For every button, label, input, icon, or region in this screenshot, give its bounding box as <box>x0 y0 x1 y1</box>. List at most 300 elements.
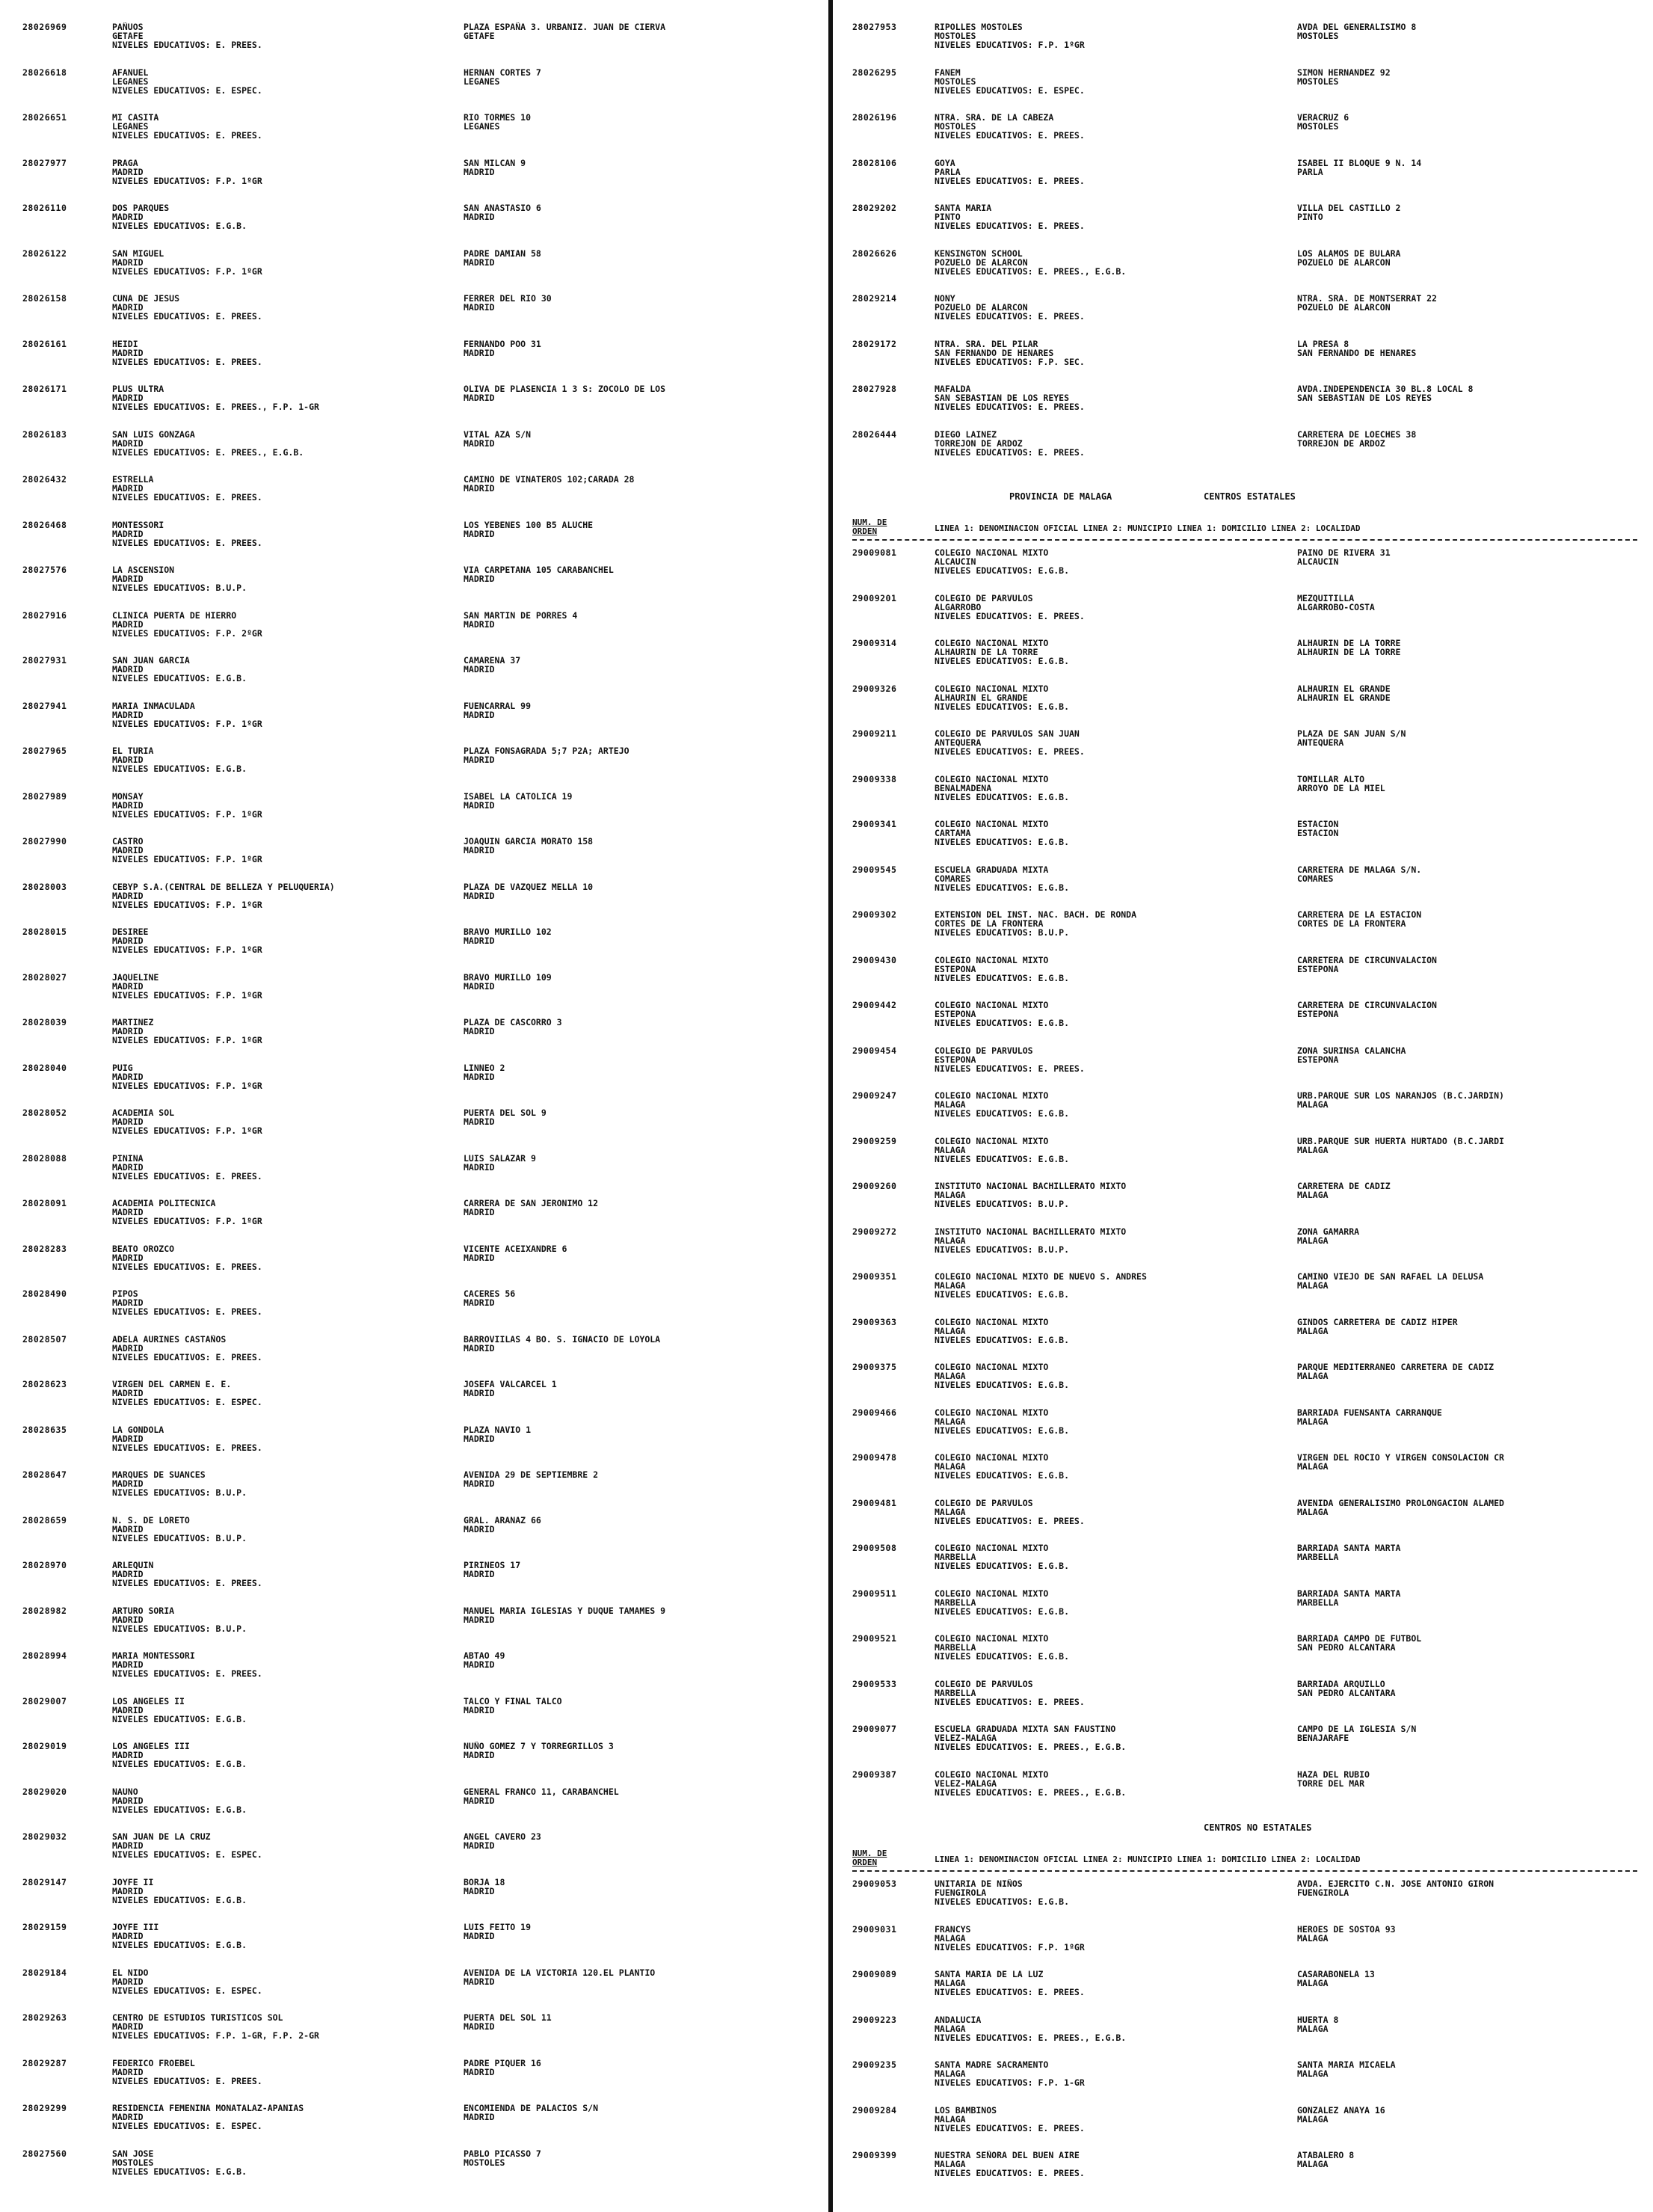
center-address <box>464 2149 778 2167</box>
center-name: COLEGIO NACIONAL MIXTO <box>935 1091 1049 1100</box>
header-rule <box>852 1870 1637 1872</box>
order-number: 28026110 <box>22 203 67 213</box>
center-detail-line: MADRID <box>112 1117 144 1126</box>
header-orden: ORDEN <box>852 1858 878 1867</box>
center-info <box>935 22 1286 49</box>
center-detail-line: NIVELES EDUCATIVOS: B.U.P. <box>112 1623 247 1633</box>
header-columns: LINEA 1: DENOMINACION OFICIAL LINEA 2: MUNICIPIO LINEA 1: DOMICILIO LINEA 2: LOCALIDAD <box>935 523 1361 533</box>
center-detail-line: VELEZ-MALAGA <box>935 1778 997 1788</box>
list-item <box>22 1651 822 1697</box>
header-num: NUM. DE <box>852 517 887 527</box>
order-number: 29009341 <box>852 819 897 829</box>
list-item <box>22 384 822 430</box>
order-number: 28026651 <box>22 112 67 123</box>
address-line-2: MADRID <box>464 1027 495 1036</box>
order-number: 28029263 <box>22 2012 67 2023</box>
order-number: 29009314 <box>852 638 897 648</box>
order-number: 28026969 <box>22 22 67 32</box>
list-item <box>22 792 822 838</box>
center-detail-line: MADRID <box>112 348 144 357</box>
order-number: 29009302 <box>852 909 897 920</box>
center-address <box>1297 1408 1611 1426</box>
center-detail-line: NIVELES EDUCATIVOS: E.G.B. <box>112 221 247 230</box>
list-item <box>22 1289 822 1335</box>
center-detail-line: MADRID <box>112 393 144 402</box>
order-number: 28028623 <box>22 1379 67 1389</box>
center-detail-line: TORREJON DE ARDOZ <box>935 438 1023 448</box>
address-line-2: PARLA <box>1297 167 1323 176</box>
address-line-1: CAMARENA 37 <box>464 656 521 665</box>
center-info <box>112 1063 464 1090</box>
center-address <box>464 1923 778 1941</box>
center-address <box>1297 1091 1611 1109</box>
center-name: LA GONDOLA <box>112 1425 164 1434</box>
address-line-2: MADRID <box>464 393 495 402</box>
center-address <box>464 1697 778 1715</box>
center-name: COLEGIO NACIONAL MIXTO <box>935 548 1049 557</box>
center-detail-line: NIVELES EDUCATIVOS: E.G.B. <box>112 1804 247 1814</box>
list-item <box>22 1470 822 1516</box>
center-name: SAN JUAN GARCIA <box>112 656 190 665</box>
address-line-1: ATABALERO 8 <box>1297 2151 1355 2160</box>
list-item <box>852 340 1637 385</box>
center-address <box>464 565 778 583</box>
address-line-2: TORRE DEL MAR <box>1297 1778 1365 1788</box>
center-address <box>1297 1453 1611 1471</box>
center-name: FRANCYS <box>935 1924 971 1934</box>
order-number: 29009363 <box>852 1316 897 1327</box>
address-line-1: CAMPO DE LA IGLESIA S/N <box>1297 1724 1417 1733</box>
list-item <box>852 430 1637 476</box>
order-number: 28029020 <box>22 1786 67 1797</box>
center-info <box>935 1091 1286 1118</box>
center-detail-line: ESTEPONA <box>935 1054 976 1064</box>
center-info <box>112 1606 464 1633</box>
address-line-1: VIRGEN DEL ROCIO Y VIRGEN CONSOLACION CR <box>1297 1453 1504 1462</box>
center-info <box>935 639 1286 666</box>
list-item <box>852 956 1637 1001</box>
list-item <box>852 1879 1637 1925</box>
center-address <box>464 340 778 357</box>
list-item <box>22 249 822 295</box>
center-detail-line: NIVELES EDUCATIVOS: F.P. 1ºGR <box>112 990 262 1000</box>
center-detail-line: MADRID <box>112 1343 144 1353</box>
address-line-2: MADRID <box>464 1795 495 1805</box>
center-detail-line: MADRID <box>112 1660 144 1669</box>
address-line-1: VIA CARPETANA 105 CARABANCHEL <box>464 565 614 574</box>
center-info <box>935 203 1286 230</box>
address-line-1: URB.PARQUE SUR LOS NARANJOS (B.C.JARDIN) <box>1297 1091 1504 1100</box>
center-address <box>464 203 778 221</box>
address-line-2: MADRID <box>464 2113 495 2122</box>
center-detail-line: NIVELES EDUCATIVOS: F.P. 1ºGR <box>112 1217 262 1226</box>
list-item <box>852 203 1637 249</box>
center-name: RIPOLLES MOSTOLES <box>935 22 1023 31</box>
order-number: 29009466 <box>852 1407 897 1418</box>
center-address <box>1297 1272 1611 1290</box>
center-detail-line: NIVELES EDUCATIVOS: E.G.B. <box>935 1380 1070 1389</box>
address-line-2: MADRID <box>464 936 495 945</box>
address-line-1: GINDOS CARRETERA DE CADIZ HIPER <box>1297 1317 1458 1327</box>
address-line-1: PAINO DE RIVERA 31 <box>1297 548 1391 557</box>
center-name: ACADEMIA POLITECNICA <box>112 1199 216 1208</box>
center-address <box>1297 1925 1611 1943</box>
center-detail-line: NIVELES EDUCATIVOS: E. PREES. <box>112 1262 262 1271</box>
column-header <box>852 518 1637 548</box>
order-number: 28029019 <box>22 1741 67 1751</box>
center-info <box>112 249 464 276</box>
center-name: EL TURIA <box>112 746 154 755</box>
order-number: 29009326 <box>852 683 897 694</box>
center-address <box>1297 1137 1611 1155</box>
center-name: BEATO OROZCO <box>112 1244 175 1253</box>
order-number: 28026158 <box>22 293 67 304</box>
center-info <box>112 2149 464 2176</box>
center-detail-line: NIVELES EDUCATIVOS: B.U.P. <box>935 928 1070 937</box>
center-address <box>464 384 778 402</box>
center-detail-line: MADRID <box>112 257 144 267</box>
address-line-2: MADRID <box>464 1976 495 1986</box>
center-address <box>464 1199 778 1217</box>
address-line-1: CAMINO VIEJO DE SAN RAFAEL LA DELUSA <box>1297 1272 1484 1281</box>
center-info <box>112 1561 464 1588</box>
order-number: 28026122 <box>22 248 67 259</box>
list-item <box>852 684 1637 730</box>
order-number: 29009053 <box>852 1878 897 1889</box>
center-detail-line: NIVELES EDUCATIVOS: E. ESPEC. <box>112 1398 262 1407</box>
center-name: DOS PARQUES <box>112 203 170 212</box>
address-line-1: OLIVA DE PLASENCIA 1 3 S: ZOCOLO DE LOS <box>464 384 666 393</box>
center-detail-line: MALAGA <box>935 2069 966 2078</box>
address-line-2: FUENGIROLA <box>1297 1888 1349 1897</box>
list-item <box>852 1272 1637 1318</box>
center-address <box>1297 1046 1611 1064</box>
column-header-2 <box>852 1849 1637 1879</box>
center-address <box>464 1018 778 1036</box>
list-item <box>22 22 822 68</box>
address-line-2: MADRID <box>464 2067 495 2077</box>
center-address <box>1297 1879 1611 1897</box>
address-line-1: SIMON HERNANDEZ 92 <box>1297 67 1391 77</box>
address-line-2: MADRID <box>464 1208 495 1217</box>
address-line-2: ALCAUCIN <box>1297 557 1339 566</box>
center-name: ESCUELA GRADUADA MIXTA SAN FAUSTINO <box>935 1724 1116 1733</box>
center-detail-line: MOSTOLES <box>935 31 976 40</box>
center-info <box>112 159 464 185</box>
center-address <box>464 1832 778 1850</box>
center-address <box>464 2059 778 2077</box>
address-line-1: PABLO PICASSO 7 <box>464 2148 541 2158</box>
center-detail-line: NIVELES EDUCATIVOS: E. PREES. <box>112 312 262 321</box>
center-name: VIRGEN DEL CARMEN E. E. <box>112 1380 232 1389</box>
list-item <box>852 1001 1637 1046</box>
center-name: COLEGIO NACIONAL MIXTO <box>935 1634 1049 1643</box>
center-detail-line: ALHAURIN DE LA TORRE <box>935 648 1038 657</box>
list-item <box>852 1770 1637 1816</box>
address-line-2: ESTEPONA <box>1297 1054 1339 1064</box>
center-detail-line: NIVELES EDUCATIVOS: E. PREES. <box>935 1063 1085 1073</box>
center-address <box>464 294 778 312</box>
center-name: RESIDENCIA FEMENINA MONATALAZ-APANIAS <box>112 2104 304 2113</box>
center-address <box>464 1470 778 1488</box>
center-detail-line: NIVELES EDUCATIVOS: E. PREES. <box>935 747 1085 756</box>
list-item <box>852 294 1637 340</box>
center-address <box>1297 865 1611 883</box>
center-address <box>464 1651 778 1669</box>
center-address <box>464 1289 778 1307</box>
center-address <box>1297 548 1611 566</box>
address-line-1: BARRIADA CAMPO DE FUTBOL <box>1297 1634 1422 1643</box>
center-address <box>1297 1770 1611 1788</box>
center-info <box>112 1651 464 1678</box>
center-info <box>112 1244 464 1271</box>
center-info <box>935 1724 1286 1751</box>
address-line-1: MANUEL MARIA IGLESIAS Y DUQUE TAMAMES 9 <box>464 1606 666 1615</box>
center-detail-line: SAN FERNANDO DE HENARES <box>935 348 1054 357</box>
address-line-2: MADRID <box>464 800 495 810</box>
center-detail-line: NIVELES EDUCATIVOS: E.G.B. <box>935 1425 1070 1435</box>
center-info <box>935 1453 1286 1480</box>
address-line-2: MADRID <box>464 303 495 312</box>
center-address <box>1297 1001 1611 1019</box>
list-item <box>852 22 1637 68</box>
center-address <box>464 1244 778 1262</box>
list-item <box>22 656 822 701</box>
center-detail-line: MADRID <box>112 529 144 538</box>
center-info <box>112 1335 464 1362</box>
section-title-no-estatales <box>852 1822 1637 1849</box>
list-item <box>22 1742 822 1787</box>
address-line-2: BENAJARAFE <box>1297 1733 1349 1742</box>
center-info <box>112 1742 464 1769</box>
address-line-2: MADRID <box>464 167 495 176</box>
center-detail-line: MADRID <box>112 1298 144 1307</box>
center-address <box>1297 1227 1611 1245</box>
address-line-2: MALAGA <box>1297 1371 1329 1380</box>
center-detail-line: NIVELES EDUCATIVOS: E.G.B. <box>112 674 247 683</box>
order-number: 28029147 <box>22 1876 67 1887</box>
center-name: ADELA AURINES CASTAÑOS <box>112 1334 227 1344</box>
center-address <box>464 113 778 131</box>
center-detail-line: MARBELLA <box>935 1552 976 1561</box>
center-detail-line: NIVELES EDUCATIVOS: E. PREES. <box>935 221 1085 230</box>
center-name: NONY <box>935 294 955 303</box>
order-number: 28028659 <box>22 1514 67 1526</box>
center-info <box>935 1182 1286 1208</box>
center-detail-line: ALCAUCIN <box>935 557 976 566</box>
center-detail-line: MADRID <box>112 1208 144 1217</box>
order-number: 29009508 <box>852 1543 897 1553</box>
center-info <box>112 1380 464 1407</box>
address-line-1: LINNEO 2 <box>464 1063 505 1072</box>
center-address <box>1297 203 1611 221</box>
center-detail-line: NIVELES EDUCATIVOS: E.G.B. <box>935 1109 1070 1118</box>
center-name: MARQUES DE SUANCES <box>112 1470 206 1479</box>
center-info <box>935 1770 1286 1797</box>
center-detail-line: MADRID <box>112 1434 144 1443</box>
center-detail-line: NIVELES EDUCATIVOS: E. PREES. <box>112 2076 262 2086</box>
order-number: 29009478 <box>852 1452 897 1463</box>
address-line-2: MADRID <box>464 1479 495 1488</box>
list-item <box>22 1923 822 1968</box>
center-detail-line: PARLA <box>935 167 961 176</box>
center-address <box>1297 159 1611 176</box>
center-detail-line: MADRID <box>112 1886 144 1896</box>
center-info <box>935 910 1286 937</box>
center-address <box>464 249 778 267</box>
address-line-1: LUIS FEITO 19 <box>464 1923 532 1932</box>
list-item <box>852 820 1637 865</box>
list-item <box>22 1154 822 1199</box>
center-detail-line: NIVELES EDUCATIVOS: E. PREES. <box>112 131 262 140</box>
center-info <box>112 792 464 819</box>
address-line-2: MALAGA <box>1297 1507 1329 1517</box>
center-detail-line: NIVELES EDUCATIVOS: E. PREES. <box>935 1516 1085 1526</box>
center-address <box>464 611 778 629</box>
list-item <box>22 340 822 385</box>
address-line-2: ESTEPONA <box>1297 964 1339 974</box>
order-number: 28028647 <box>22 1469 67 1480</box>
center-detail-line: ANTEQUERA <box>935 738 982 747</box>
address-line-1: VITAL AZA S/N <box>464 429 532 439</box>
center-detail-line: MADRID <box>112 1795 144 1805</box>
center-name: HEIDI <box>112 339 138 348</box>
center-detail-line: NIVELES EDUCATIVOS: E. PREES. <box>112 40 262 49</box>
center-detail-line: NIVELES EDUCATIVOS: E. ESPEC. <box>112 1985 262 1995</box>
list-item <box>22 1380 822 1425</box>
center-info <box>112 701 464 728</box>
address-line-2: LEGANES <box>464 122 500 131</box>
order-number: 28026295 <box>852 67 897 78</box>
address-line-2: ESTEPONA <box>1297 1010 1339 1019</box>
center-address <box>1297 820 1611 838</box>
center-detail-line: LEGANES <box>112 122 149 131</box>
center-detail-line: MALAGA <box>935 1326 966 1336</box>
center-info <box>935 865 1286 892</box>
column-divider <box>828 0 833 2212</box>
address-line-2: MOSTOLES <box>1297 76 1339 86</box>
center-info <box>935 1362 1286 1389</box>
center-info <box>935 1408 1286 1435</box>
center-detail-line: MADRID <box>112 2113 144 2122</box>
center-detail-line: MALAGA <box>935 1933 966 1943</box>
center-address <box>464 1606 778 1624</box>
order-number: 29009223 <box>852 2014 897 2025</box>
address-line-1: PUERTA DEL SOL 9 <box>464 1108 547 1117</box>
address-line-2: MALAGA <box>1297 1281 1329 1290</box>
list-item <box>22 430 822 476</box>
center-name: MONTESSORI <box>112 520 164 529</box>
center-name: PLUS ULTRA <box>112 384 164 393</box>
address-line-1: SANTA MARIA MICAELA <box>1297 2060 1396 2069</box>
list-item <box>852 594 1637 639</box>
list-item <box>22 1968 822 2014</box>
center-info <box>112 837 464 864</box>
center-name: AFANUEL <box>112 67 149 77</box>
list-item <box>852 1182 1637 1227</box>
list-item <box>852 384 1637 430</box>
address-line-2: SAN SEBASTIAN DE LOS REYES <box>1297 393 1432 402</box>
right-column <box>852 22 1637 2196</box>
center-info <box>935 775 1286 802</box>
center-name: LOS BAMBINOS <box>935 2105 997 2115</box>
center-name: COLEGIO NACIONAL MIXTO <box>935 683 1049 693</box>
address-line-1: ALHAURIN EL GRANDE <box>1297 683 1391 693</box>
address-line-1: SAN MARTIN DE PORRES 4 <box>464 610 578 620</box>
order-number: 29009521 <box>852 1633 897 1644</box>
center-name: COLEGIO NACIONAL MIXTO <box>935 1136 1049 1146</box>
center-name: NAUNO <box>112 1787 138 1796</box>
center-address <box>464 1425 778 1443</box>
address-line-1: LUIS SALAZAR 9 <box>464 1153 536 1163</box>
order-number: 28027931 <box>22 655 67 666</box>
center-info <box>935 113 1286 140</box>
address-line-2: GETAFE <box>464 31 495 40</box>
address-line-1: BRAVO MURILLO 109 <box>464 972 552 982</box>
center-name: EXTENSION DEL INST. NAC. BACH. DE RONDA <box>935 910 1137 919</box>
order-number: 28027941 <box>22 700 67 711</box>
center-name: PRAGA <box>112 158 138 168</box>
order-number: 28028003 <box>22 881 67 892</box>
center-detail-line: MADRID <box>112 1479 144 1488</box>
list-item <box>852 2106 1637 2151</box>
list-item <box>22 1335 822 1380</box>
center-detail-line: MADRID <box>112 484 144 493</box>
address-line-1: RIO TORMES 10 <box>464 113 532 122</box>
center-address <box>1297 1724 1611 1742</box>
list-item <box>22 2013 822 2059</box>
center-detail-line: NIVELES EDUCATIVOS: E.G.B. <box>112 1760 247 1769</box>
center-detail-line: NIVELES EDUCATIVOS: E.G.B. <box>935 657 1070 666</box>
center-detail-line: CARTAMA <box>935 829 971 838</box>
center-detail-line: MADRID <box>112 212 144 221</box>
center-name: COLEGIO NACIONAL MIXTO <box>935 774 1049 784</box>
address-line-2: MADRID <box>464 1253 495 1262</box>
center-detail-line: MADRID <box>112 981 144 991</box>
center-name: COLEGIO NACIONAL MIXTO <box>935 820 1049 829</box>
center-detail-line: NIVELES EDUCATIVOS: E. PREES. <box>935 611 1085 621</box>
address-line-2: MADRID <box>464 1298 495 1307</box>
order-number: 28028040 <box>22 1062 67 1073</box>
center-detail-line: MALAGA <box>935 2114 966 2124</box>
address-line-1: JOSEFA VALCARCEL 1 <box>464 1380 557 1389</box>
center-name: SAN JOSE <box>112 2148 154 2158</box>
address-line-1: AVDA.INDEPENDENCIA 30 BL.8 LOCAL 8 <box>1297 384 1474 393</box>
center-info <box>935 2060 1286 2087</box>
center-detail-line: MADRID <box>112 755 144 764</box>
order-number: 28029287 <box>22 2057 67 2068</box>
center-detail-line: NIVELES EDUCATIVOS: E.G.B. <box>935 838 1070 847</box>
order-number: 28029202 <box>852 203 897 213</box>
center-info <box>935 1589 1286 1616</box>
address-line-2: MADRID <box>464 212 495 221</box>
order-number: 28026161 <box>22 338 67 349</box>
center-name: FEDERICO FROEBEL <box>112 2058 195 2068</box>
address-line-1: GONZALEZ ANAYA 16 <box>1297 2105 1385 2115</box>
center-name: COLEGIO DE PARVULOS <box>935 1498 1033 1508</box>
center-info <box>935 1137 1286 1164</box>
malaga-no-estatales-list <box>852 1879 1637 2196</box>
center-address <box>1297 1362 1611 1380</box>
province-title: PROVINCIA DE MALAGA <box>1009 491 1112 502</box>
center-detail-line: MALAGA <box>935 1145 966 1155</box>
center-detail-line: NIVELES EDUCATIVOS: E.G.B. <box>935 701 1070 711</box>
center-detail-line: NIVELES EDUCATIVOS: E. PREES., E.G.B. <box>935 1742 1127 1751</box>
center-info <box>112 2104 464 2130</box>
center-info <box>935 1001 1286 1027</box>
center-info <box>112 340 464 366</box>
address-line-1: AVENIDA GENERALISIMO PROLONGACION ALAMED <box>1297 1498 1504 1508</box>
